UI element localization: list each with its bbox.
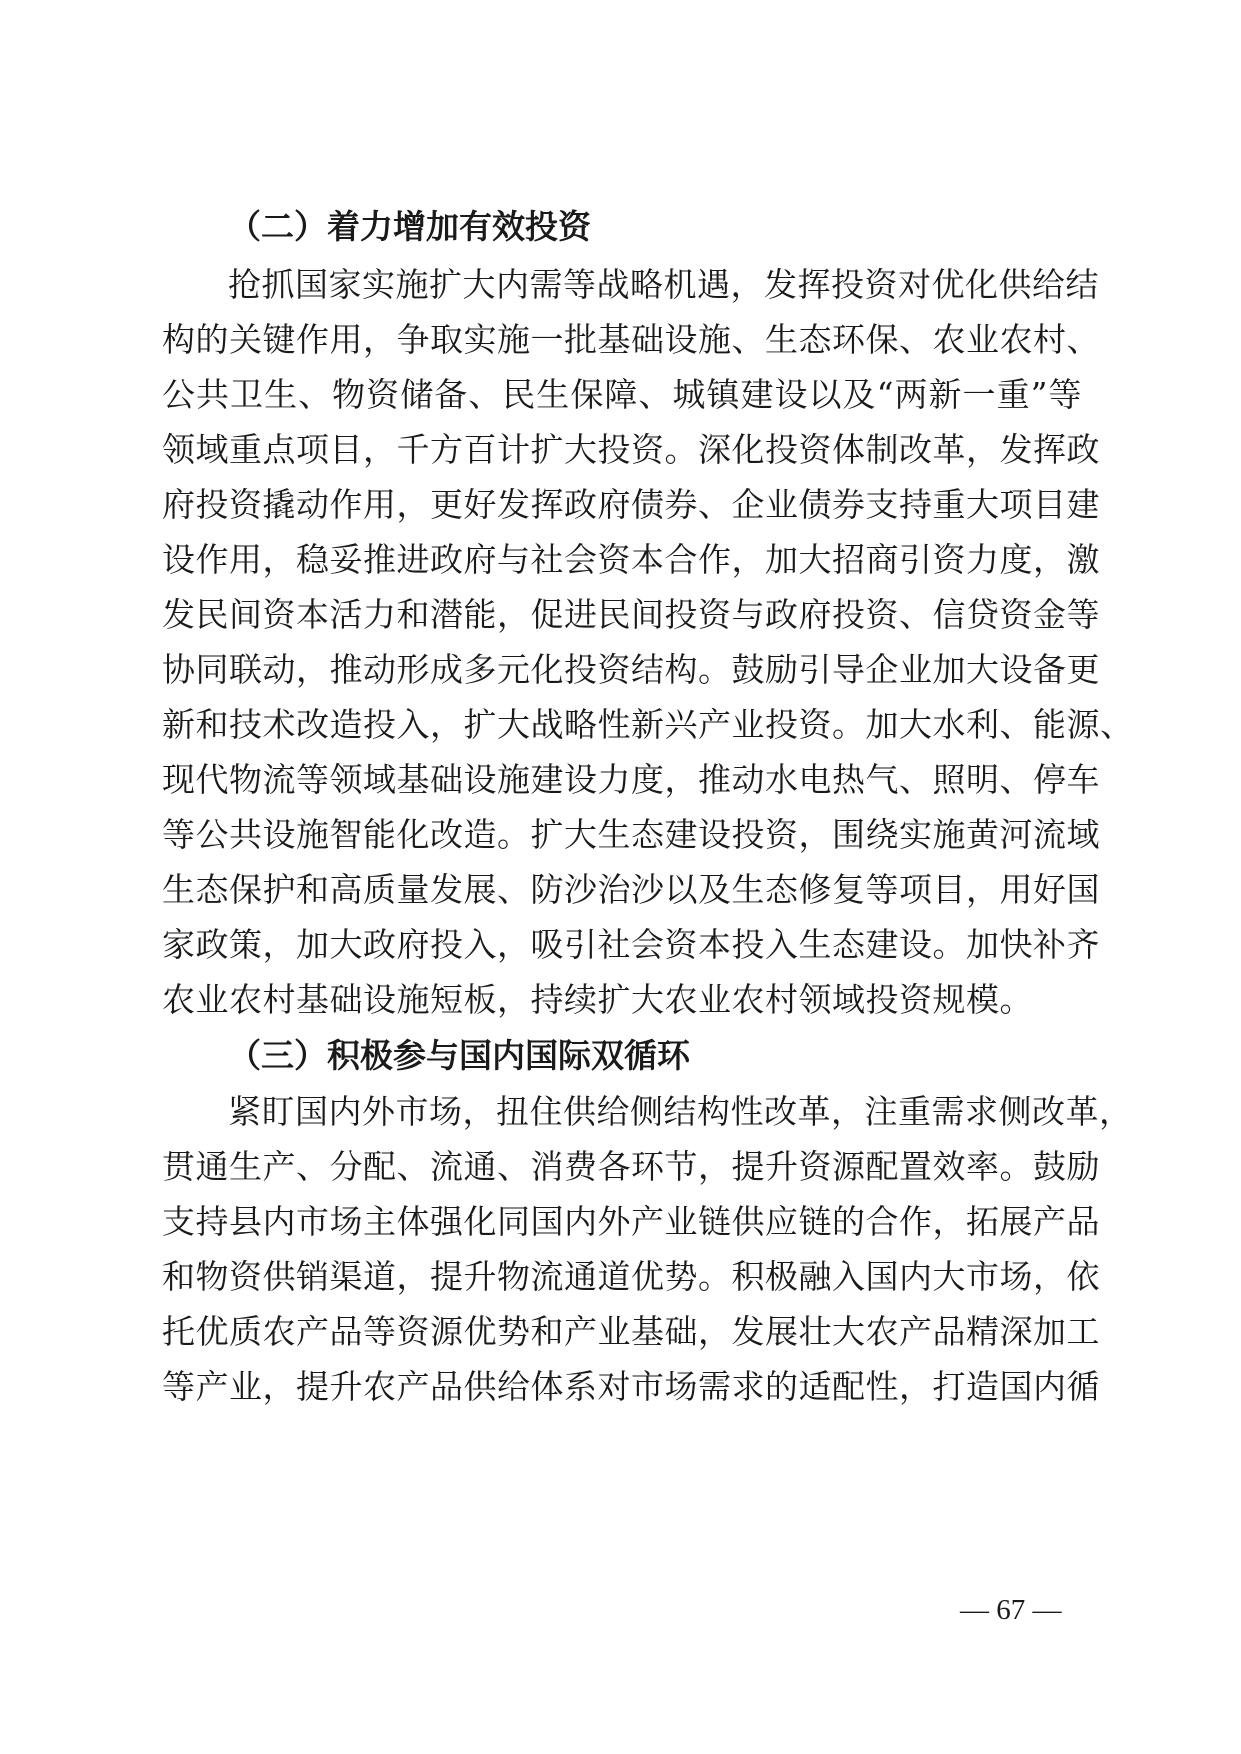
paragraph-line: 紧盯国内外市场，扭住供给侧结构性改革，注重需求侧改革， [228,1092,1133,1131]
paragraph-line: 生态保护和高质量发展、防沙治沙以及生态修复等项目，用好国 [162,870,1100,909]
paragraph-line: 公共卫生、物资储备、民生保障、城镇建设以及“两新一重”等 [162,375,1082,414]
paragraph-line: 现代物流等领域基础设施建设力度，推动水电热气、照明、停车 [162,760,1100,799]
paragraph-line: 支持县内市场主体强化同国内外产业链供应链的合作，拓展产品 [162,1202,1100,1241]
paragraph-line: 贯通生产、分配、流通、消费各环节，提升资源配置效率。鼓励 [162,1147,1100,1186]
paragraph-line: 托优质农产品等资源优势和产业基础，发展壮大农产品精深加工 [162,1312,1100,1351]
section-heading-2: （二）着力增加有效投资 [228,207,591,246]
paragraph-line: 新和技术改造投入，扩大战略性新兴产业投资。加大水利、能源、 [162,705,1134,744]
paragraph-line: 抢抓国家实施扩大内需等战略机遇，发挥投资对优化供给结 [228,265,1099,304]
paragraph-line: 协同联动，推动形成多元化投资结构。鼓励引导企业加大设备更 [162,650,1100,689]
paragraph-line: 府投资撬动作用，更好发挥政府债券、企业债券支持重大项目建 [162,485,1100,524]
paragraph-line: 和物资供销渠道，提升物流通道优势。积极融入国内大市场，依 [162,1257,1100,1296]
paragraph-line: 等产业，提升农产品供给体系对市场需求的适配性，打造国内循 [162,1367,1100,1406]
paragraph-line: 构的关键作用，争取实施一批基础设施、生态环保、农业农村、 [162,320,1100,359]
paragraph-line: 农业农村基础设施短板，持续扩大农业农村领域投资规模。 [162,980,1033,1019]
section-heading-3: （三）积极参与国内国际双循环 [228,1036,690,1075]
paragraph-line: 设作用，稳妥推进政府与社会资本合作，加大招商引资力度，激 [162,540,1100,579]
paragraph-line: 发民间资本活力和潜能，促进民间投资与政府投资、信贷资金等 [162,595,1100,634]
page-number: — 67 — [960,1594,1062,1626]
paragraph-line: 家政策，加大政府投入，吸引社会资本投入生态建设。加快补齐 [162,925,1100,964]
paragraph-line: 领域重点项目，千方百计扩大投资。深化投资体制改革，发挥政 [162,430,1100,469]
paragraph-line: 等公共设施智能化改造。扩大生态建设投资，围绕实施黄河流域 [162,815,1100,854]
